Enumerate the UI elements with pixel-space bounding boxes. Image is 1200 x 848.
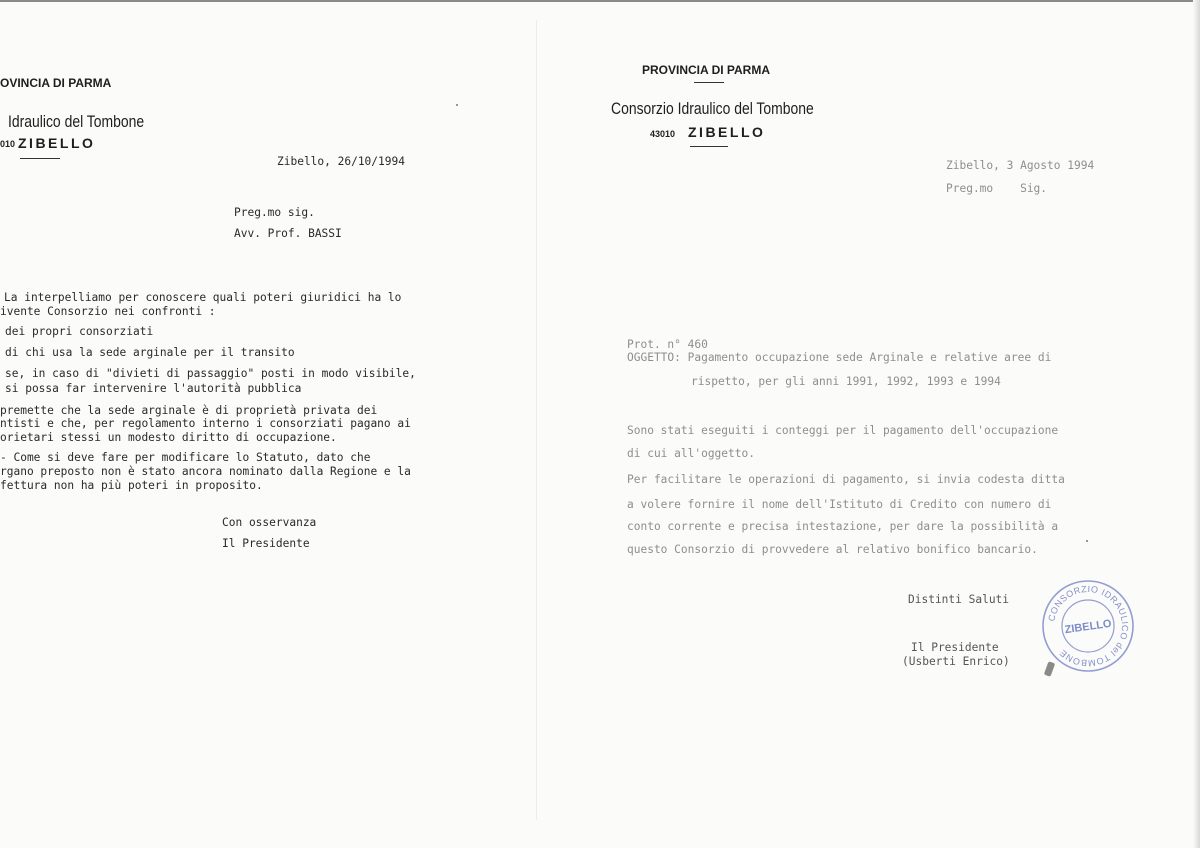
right-header-rule-top xyxy=(694,82,724,83)
left-body-line: se, in caso di "divieti di passaggio" posti in modo visibile, xyxy=(5,367,416,380)
right-recipient: Preg.mo Sig. xyxy=(946,182,1048,195)
right-body-line: questo Consorzio di provvedere al relativo bonifico bancario. xyxy=(627,543,1038,556)
right-consorzio-title: Consorzio Idraulico del Tombone xyxy=(611,99,814,118)
left-city: ZIBELLO xyxy=(18,135,96,151)
right-cap: 43010 xyxy=(650,129,676,139)
page-top-edge xyxy=(0,0,1200,2)
left-body-line: premette che la sede arginale è di proprietà privata dei xyxy=(0,404,378,417)
left-header-rule xyxy=(20,158,60,159)
right-signature-title: Il Presidente xyxy=(911,641,999,654)
left-body-line: rgano preposto non è stato ancora nominato dalla Regione e la xyxy=(0,465,411,478)
left-body-line: ivente Consorzio nei confronti : xyxy=(0,305,216,318)
right-prot: Prot. n° 460 xyxy=(627,338,708,351)
stamp-ring-text: CONSORZIO IDRAULICO del TOMBONE xyxy=(1046,583,1131,669)
right-oggetto-line: OGGETTO: Pagamento occupazione sede Arginale e relative aree di xyxy=(627,351,1052,364)
right-body-line: Sono stati eseguiti i conteggi per il pagamento dell'occupazione xyxy=(627,424,1059,437)
left-date: Zibello, 26/10/1994 xyxy=(277,155,405,168)
right-body-line: di cui all'oggetto. xyxy=(627,447,755,460)
left-closing: Con osservanza xyxy=(222,516,317,529)
left-consorzio-title: Idraulico del Tombone xyxy=(8,112,145,131)
right-provincia: PROVINCIA DI PARMA xyxy=(642,63,771,77)
left-body-line: si possa far intervenire l'autorità pubblica xyxy=(5,382,302,395)
page-right-edge xyxy=(1193,0,1200,848)
right-body-line: a volere fornire il nome dell'Istituto di Credito con numero di xyxy=(627,498,1052,511)
left-body-line: dei propri consorziati xyxy=(5,325,154,338)
consorzio-stamp xyxy=(1040,578,1136,674)
right-body-line: Per facilitare le operazioni di pagamento, si invia codesta ditta xyxy=(627,473,1065,486)
right-body-line: conto corrente e precisa intestazione, per dare la possibilità a xyxy=(627,520,1059,533)
right-closing: Distinti Saluti xyxy=(908,593,1010,606)
right-date: Zibello, 3 Agosto 1994 xyxy=(946,159,1095,172)
page-fold xyxy=(536,20,537,820)
left-recipient-line: Avv. Prof. BASSI xyxy=(234,227,342,240)
left-body-line: fettura non ha più poteri in proposito. xyxy=(0,479,263,492)
paper-speck xyxy=(456,104,458,106)
left-body-line: La interpelliamo per conoscere quali poteri giuridici ha lo xyxy=(4,291,402,304)
right-city: ZIBELLO xyxy=(688,124,766,140)
right-oggetto-line: rispetto, per gli anni 1991, 1992, 1993 e 1994 xyxy=(691,375,1001,388)
left-provincia: OVINCIA DI PARMA xyxy=(0,76,112,90)
left-cap: 010 xyxy=(0,139,16,149)
left-signature-title: Il Presidente xyxy=(222,537,310,550)
right-signature-name: (Usberti Enrico) xyxy=(902,655,1010,668)
left-recipient-line: Preg.mo sig. xyxy=(234,206,315,219)
left-body-line: ntisti e che, per regolamento interno i consorziati pagano ai xyxy=(0,417,411,430)
right-header-rule-bottom xyxy=(690,146,728,147)
stamp-center-text: ZIBELLO xyxy=(1064,617,1113,637)
left-body-line: orietari stessi un modesto diritto di occupazione. xyxy=(0,431,337,444)
left-body-line: - Come si deve fare per modificare lo Statuto, dato che xyxy=(0,451,371,464)
paper-speck xyxy=(1086,540,1088,542)
left-body-line: di chi usa la sede arginale per il transito xyxy=(5,346,295,359)
